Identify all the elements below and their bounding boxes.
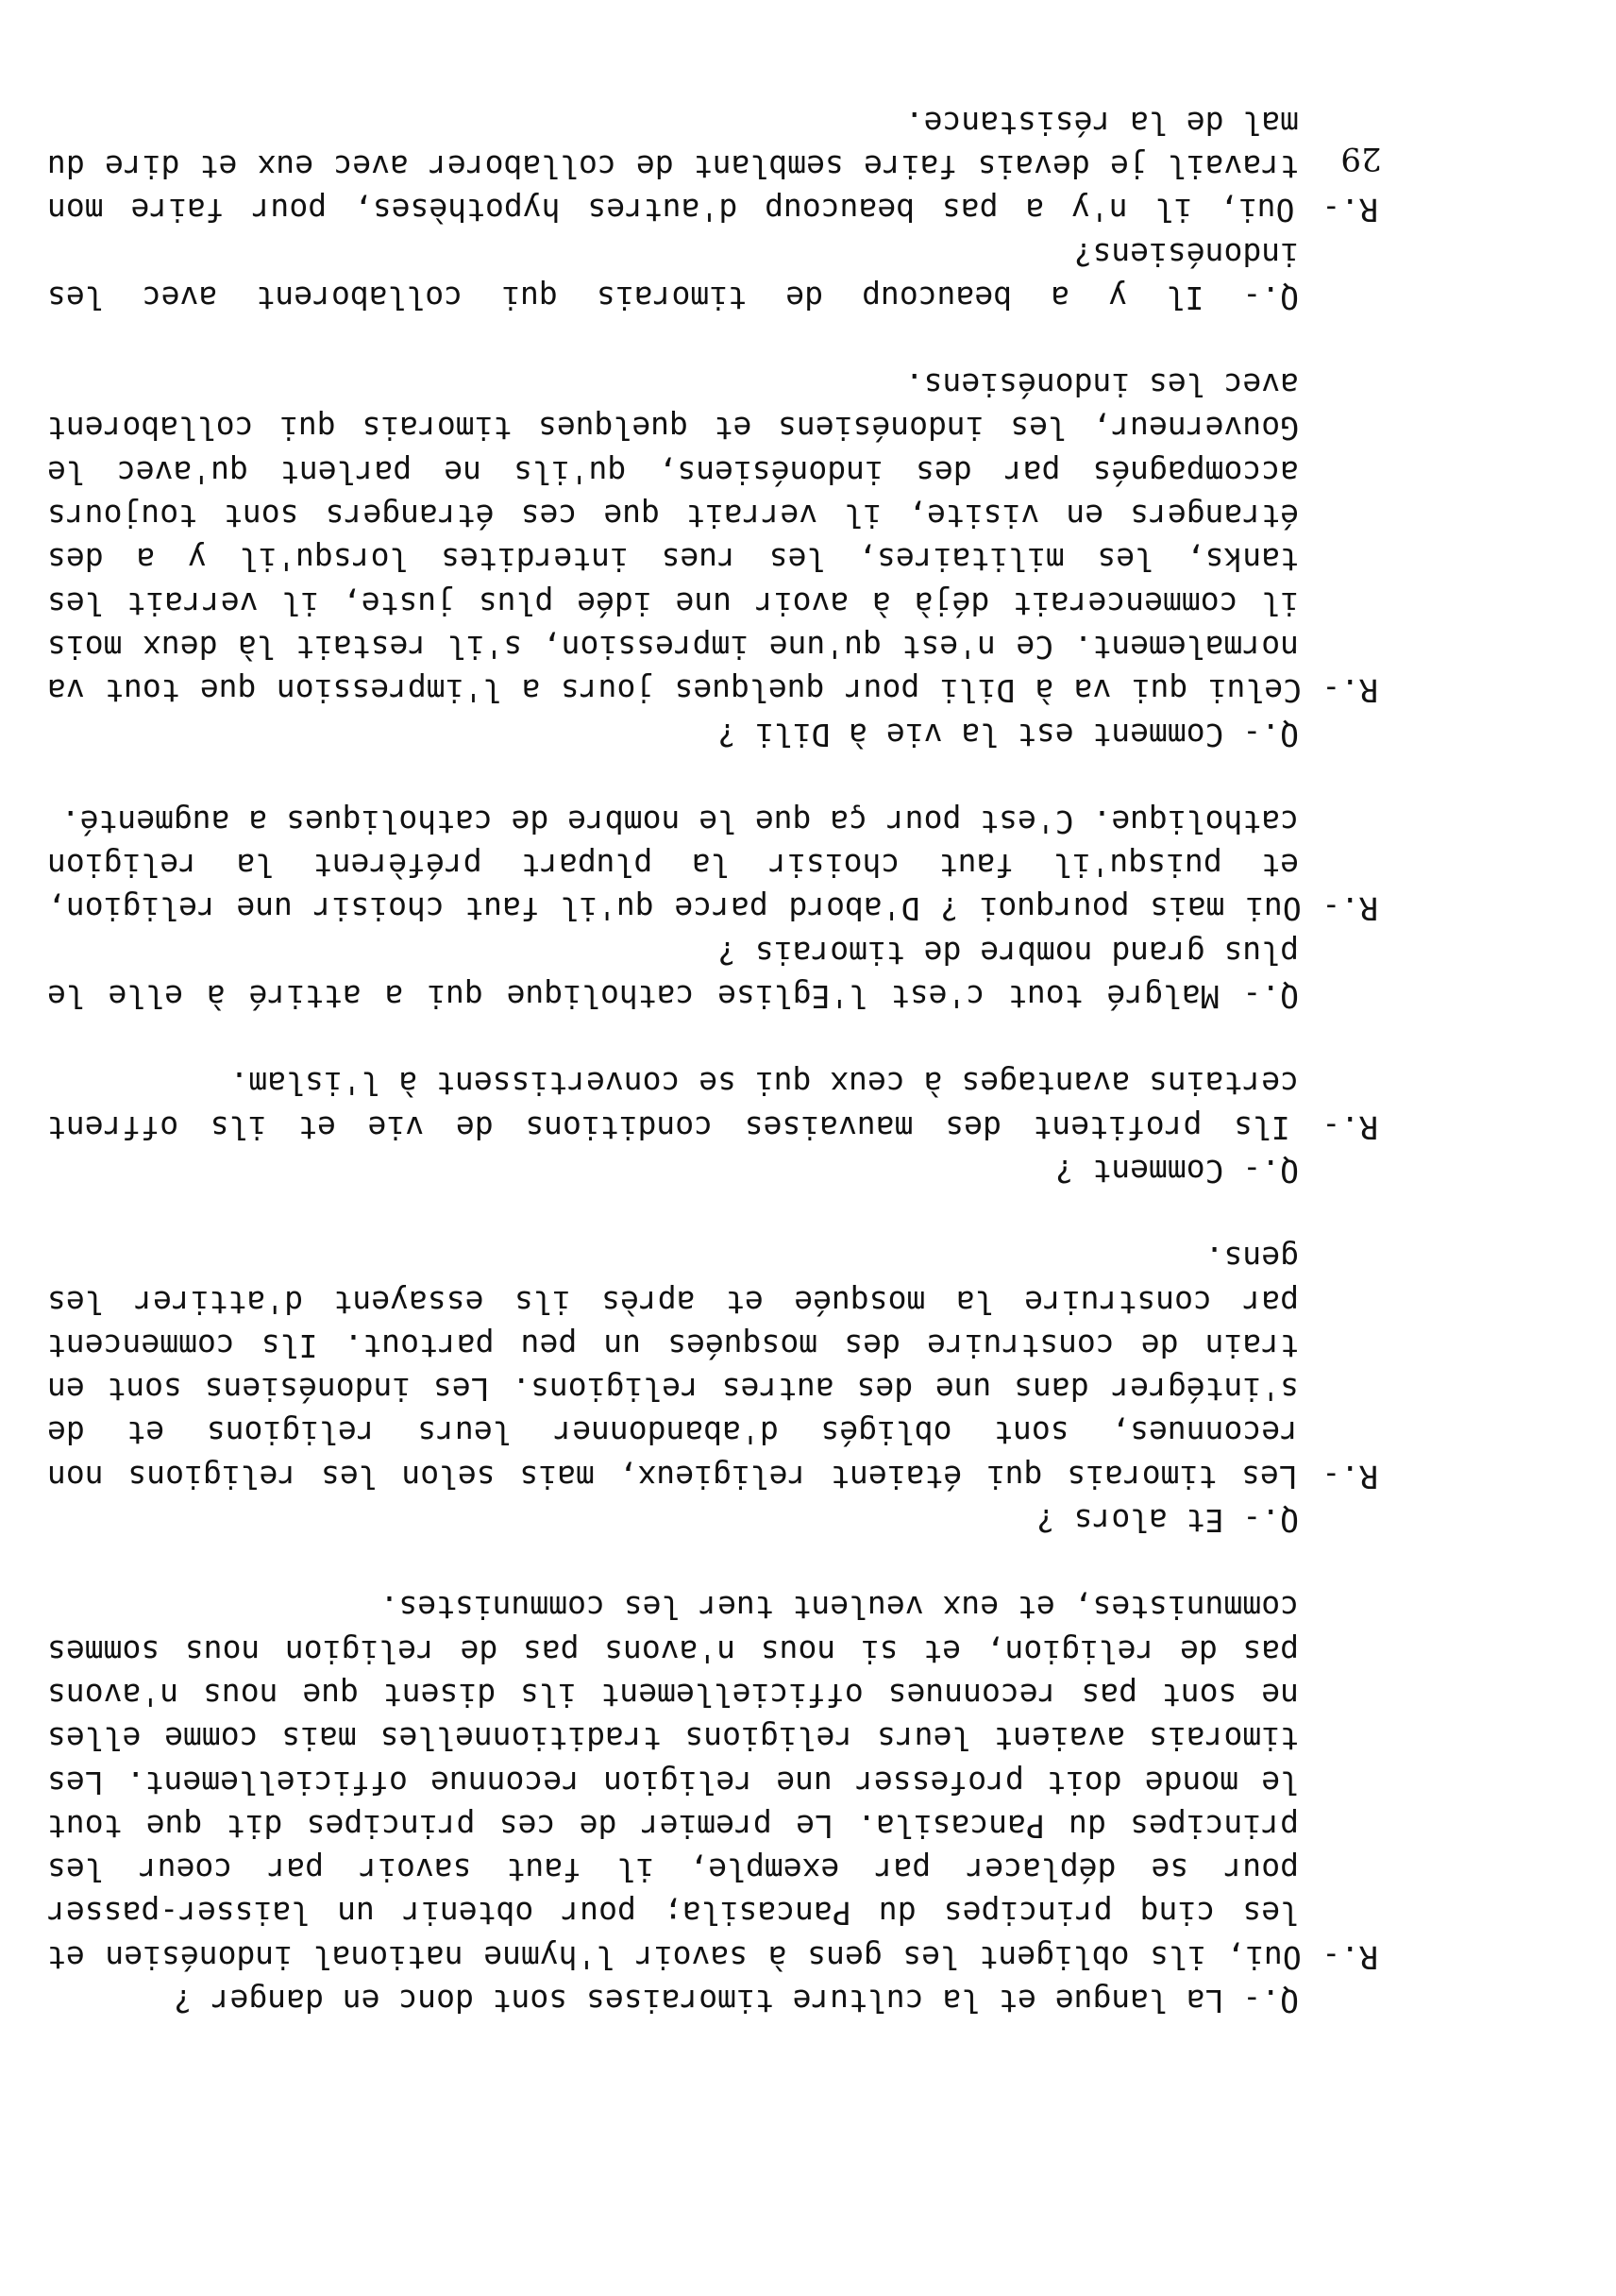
answer-paragraph: R.- Oui, ils obligent les gens à savoir l'hymne national indonésien et les cinq principes du Pancasila; pour obtenir un laisser-passer pour se déplacer par exemple, il faut savoir par coeur les principes du Pancasila. Le premier de ces principes dit que tout le monde doit professer une religion reconnue officiellement. Les timorais avaient leurs religions traditionnelles mais comme elles ne sont pas reconnues officiellement ils disent que nous n'avons pas de religion, et si nous n'avons pas de religion nous sommes communistes, et eux veulent tuer les communistes. xyxy=(47,1589,1378,1976)
answer-paragraph: R.- Oui mais pourquoi ? D'abord parce qu'il faut choisir une religion, et puisqu'il faut choisir la plupart préfèrent la religion catholique. C'est pour ça que le nombre de catholiques a augmenté. xyxy=(47,802,1378,928)
answer-paragraph: R.- Oui, il n'y a pas beaucoup d'autres hypothèses, pour faire mon travail je devais faire semblant de collaborer avec eux et dire du mal de la résistance. xyxy=(47,104,1378,229)
question-paragraph: Q.- Comment est la vie à Dili ? xyxy=(717,716,1299,753)
answer-paragraph: R.- Celui qui va à Dili pour quelques jours a l'impression que tout va normalement. Ce n'est qu'une impression, s'il restait là deux mois il commencerait déjà à avoir une idée plus juste, il verrait les tanks, les militaires, les rues interdites lorsqu'il y a des étrangers en visite, il verrait que ces étrangers sont toujours accompagnés par des indonésiens, qu'ils ne parlent qu'avec le Gouverneur, les indonésiens et quelques timorais qui collaborent avec les indonésiens. xyxy=(47,366,1378,710)
question-paragraph: Q.- Et alors ? xyxy=(1035,1502,1299,1540)
question-paragraph: Q.- Comment ? xyxy=(1054,1152,1299,1190)
question-paragraph: Q.- Il y a beaucoup de timorais qui collaborent avec les indonésiens? xyxy=(47,235,1299,316)
page-number: 29 xyxy=(1340,140,1382,177)
interview-text xyxy=(47,100,1378,2022)
question-paragraph: Q.- La langue et la culture timoraises sont donc en danger ? xyxy=(173,1983,1299,2019)
question-paragraph: Q.- Malgré tout c'est l'Eglise catholique qui a attiré à elle le plus grand nombre de timorais ? xyxy=(47,934,1299,1016)
answer-paragraph: R.- Ils profitent des mauvaises conditions de vie et ils offrent certains avantages à ceux qui se convertissent à l'islam. xyxy=(47,1065,1378,1146)
answer-paragraph: R.- Les timorais qui étaient religieux, mais selon les religions non reconnues, sont obligés d'abandonner leurs religions et de s'intégrer dans une des autres religions. Les indonésiens sont en train de construire des mosquées un peu partout. Ils commencent par construire la mosquée et après ils essayent d'attirer les gens. xyxy=(47,1240,1378,1495)
